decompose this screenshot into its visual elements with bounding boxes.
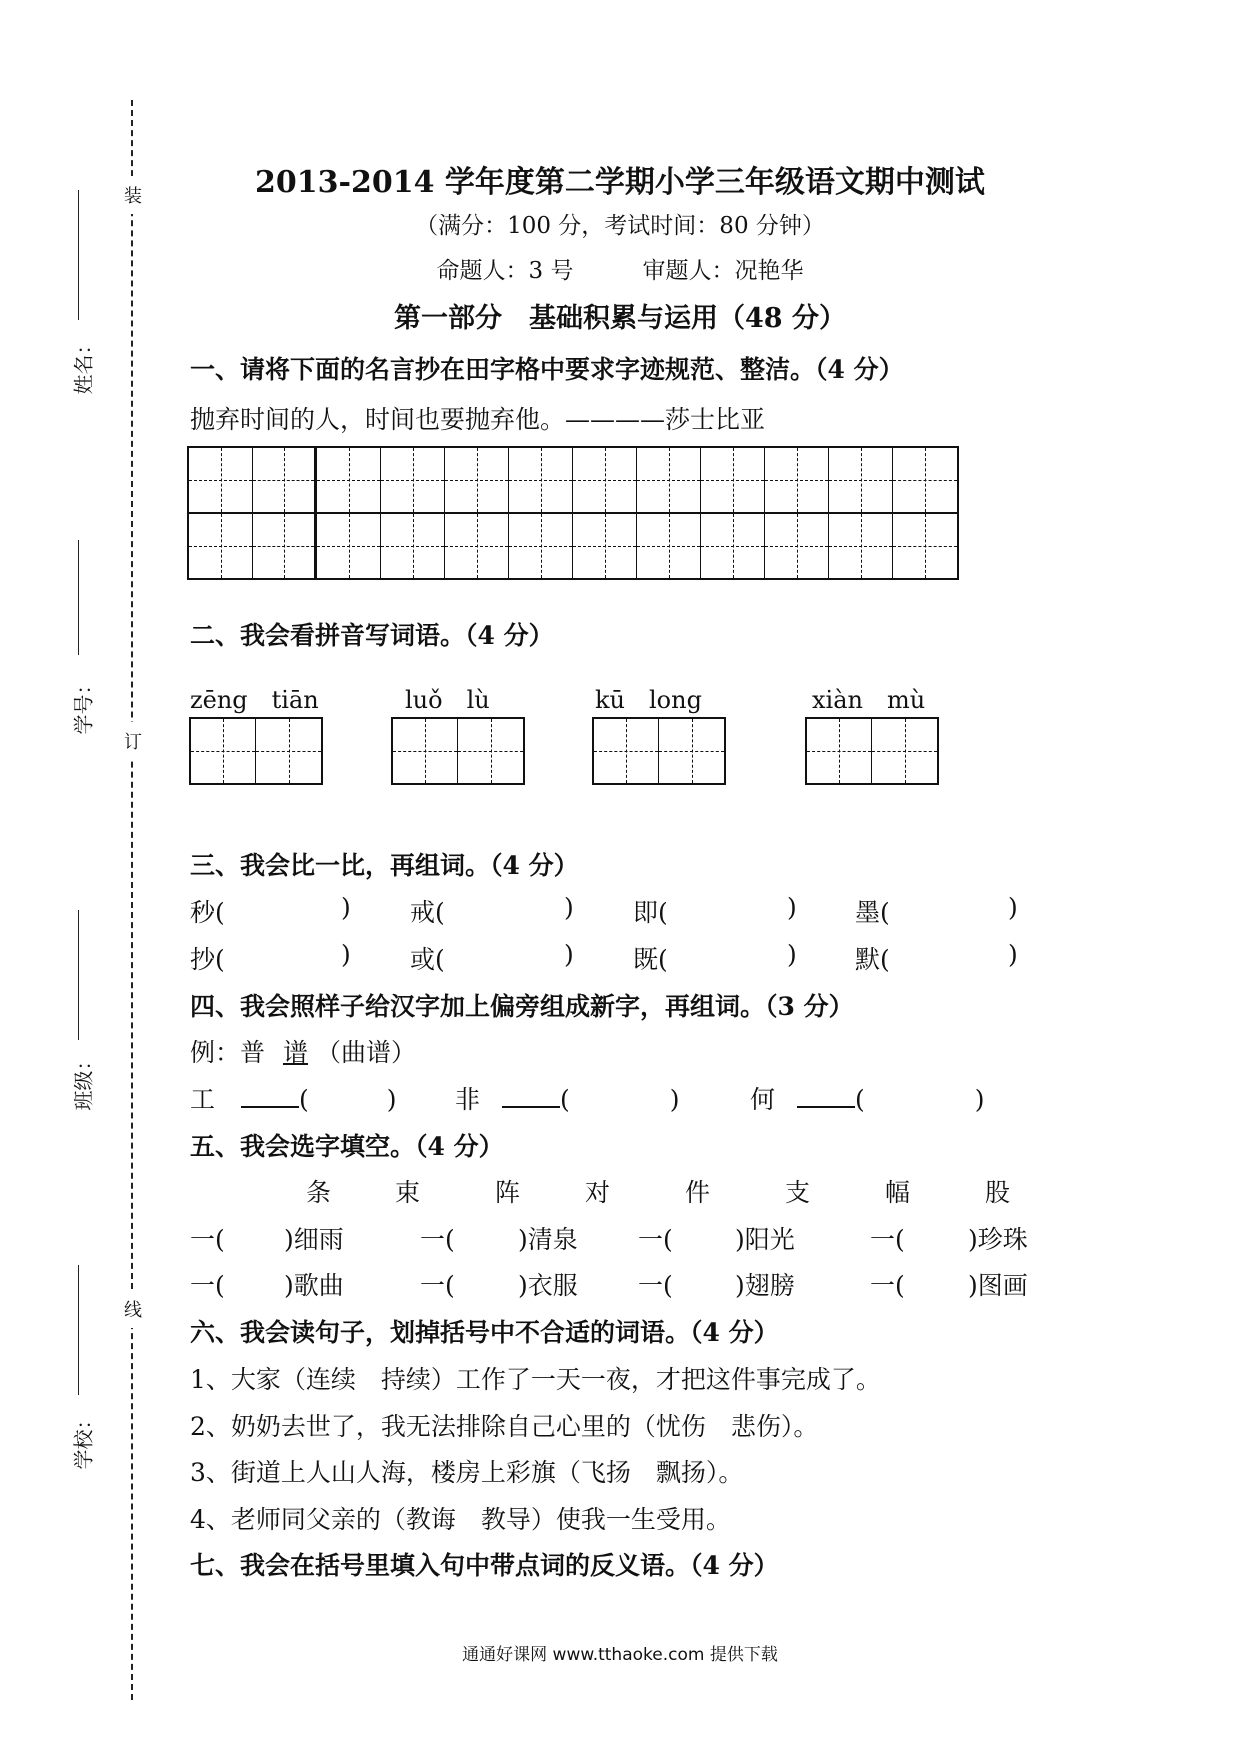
- binding-dashed-line: [131, 100, 133, 1700]
- q5-choice: 条: [306, 1178, 332, 1207]
- q6-sentence-4[interactable]: 4、老师同父亲的（教诲 教导）使我一生受用。: [190, 1505, 731, 1534]
- q4-item-1: [190, 1080, 397, 1116]
- q1-grid-row-1: [189, 448, 957, 514]
- grid-cell[interactable]: [701, 514, 765, 578]
- q5-choice: 股: [985, 1178, 1011, 1207]
- q6-sentence-2[interactable]: 2、奶奶去世了，我无法排除自己心里的（忧伤 悲伤）。: [190, 1412, 819, 1441]
- grid-cell[interactable]: [893, 514, 957, 578]
- q4-heading: 四、我会照样子给汉字加上偏旁组成新字，再组词。（3 分）: [190, 992, 854, 1021]
- grid-cell[interactable]: [509, 514, 573, 578]
- q4-example: [190, 1033, 416, 1069]
- grid-cell[interactable]: [893, 448, 957, 512]
- exam-authors: 命题人：3 号 审题人：况艳华: [436, 258, 804, 284]
- grid-cell[interactable]: [189, 514, 253, 578]
- q4-paren-close: ): [386, 1085, 397, 1114]
- q4-answer-blank[interactable]: [797, 1084, 855, 1108]
- grid-cell[interactable]: [872, 719, 937, 783]
- q7-heading: 七、我会在括号里填入句中带点词的反义语。（4 分）: [190, 1551, 779, 1580]
- q2-pinyin-2: luǒ lù: [405, 686, 490, 714]
- grid-cell[interactable]: [317, 448, 381, 512]
- q5-r2-prefix-1: 一(: [190, 1271, 225, 1300]
- q5-choice: 支: [785, 1178, 811, 1207]
- grid-cell[interactable]: [256, 719, 321, 783]
- grid-cell[interactable]: [701, 448, 765, 512]
- q3-r1-close-4[interactable]: ): [1008, 893, 1018, 922]
- q6-sentence-1[interactable]: 1、大家（连续 持续）工作了一天一夜，才把这件事完成了。: [190, 1365, 881, 1394]
- grid-cell[interactable]: [381, 448, 445, 512]
- q2-answer-box-1[interactable]: [189, 717, 323, 785]
- q4-char: 何: [750, 1085, 776, 1114]
- exam-subtitle: （满分：100 分，考试时间：80 分钟）: [415, 213, 825, 239]
- q5-r2-suffix-4: )图画: [968, 1271, 1028, 1300]
- q5-r1-suffix-1: )细雨: [284, 1225, 344, 1254]
- q3-r1-close-3[interactable]: ): [787, 893, 797, 922]
- q3-r1-open-3: 即(: [633, 898, 668, 927]
- q4-item-2: [455, 1080, 680, 1116]
- grid-cell[interactable]: [317, 514, 381, 578]
- q3-r1-close-2[interactable]: ): [564, 893, 574, 922]
- q3-r2-close-2[interactable]: ): [564, 940, 574, 969]
- q3-r1-close-1[interactable]: ): [341, 893, 351, 922]
- q1-grid-row-2: [189, 514, 957, 578]
- q5-r2-suffix-3: )翅膀: [735, 1271, 795, 1300]
- q4-paren-close: ): [669, 1085, 680, 1114]
- student-id-field-label: 学号：: [71, 674, 96, 735]
- q3-r2-close-3[interactable]: ): [787, 940, 797, 969]
- part-heading: 第一部分 基础积累与运用（48 分）: [394, 303, 846, 334]
- q5-r1-suffix-3: )阳光: [735, 1225, 795, 1254]
- grid-cell[interactable]: [253, 514, 317, 578]
- q5-r1-suffix-4: )珍珠: [968, 1225, 1028, 1254]
- q4-answer-blank[interactable]: [502, 1084, 560, 1108]
- grid-cell[interactable]: [381, 514, 445, 578]
- q3-r2-close-1[interactable]: ): [341, 940, 351, 969]
- class-field-line: [78, 910, 79, 1040]
- bind-char-xian: 线: [124, 1290, 142, 1328]
- q2-answer-box-4[interactable]: [805, 717, 939, 785]
- q5-r1-prefix-1: 一(: [190, 1225, 225, 1254]
- q1-writing-grid[interactable]: [187, 446, 959, 580]
- q3-r2-close-4[interactable]: ): [1008, 940, 1018, 969]
- student-id-field-line: [78, 540, 79, 655]
- bind-char-zhuang: 装: [124, 176, 142, 214]
- q5-heading: 五、我会选字填空。（4 分）: [190, 1132, 504, 1161]
- q5-r2-prefix-3: 一(: [638, 1271, 673, 1300]
- grid-cell[interactable]: [393, 719, 458, 783]
- q1-quote: 抛弃时间的人，时间也要抛弃他。————莎士比亚: [190, 405, 766, 434]
- q4-item-3: [750, 1080, 985, 1116]
- q4-paren-close: ): [974, 1085, 985, 1114]
- grid-cell[interactable]: [765, 514, 829, 578]
- grid-cell[interactable]: [458, 719, 523, 783]
- q3-r1-open-2: 戒(: [410, 898, 445, 927]
- q2-pinyin-1: zēng tiān: [190, 686, 319, 714]
- grid-cell[interactable]: [445, 448, 509, 512]
- grid-cell[interactable]: [807, 719, 872, 783]
- q3-r1-open-4: 墨(: [855, 898, 890, 927]
- q5-choice: 对: [585, 1178, 611, 1207]
- q5-choice: 件: [685, 1178, 711, 1207]
- grid-cell[interactable]: [191, 719, 256, 783]
- q5-r1-suffix-2: )清泉: [518, 1225, 578, 1254]
- q5-r1-prefix-2: 一(: [420, 1225, 455, 1254]
- q5-r1-prefix-4: 一(: [870, 1225, 905, 1254]
- grid-cell[interactable]: [765, 448, 829, 512]
- q2-heading: 二、我会看拼音写词语。（4 分）: [190, 621, 554, 650]
- name-field-label: 姓名：: [71, 334, 96, 395]
- q4-example-word: 谱: [282, 1038, 308, 1067]
- q5-r2-suffix-2: )衣服: [518, 1271, 578, 1300]
- class-field-label: 班级：: [71, 1050, 96, 1111]
- grid-cell[interactable]: [829, 448, 893, 512]
- q4-paren-open: (: [854, 1085, 865, 1114]
- grid-cell[interactable]: [637, 448, 701, 512]
- q4-paren-open: (: [298, 1085, 309, 1114]
- q3-r1-open-1: 秒(: [190, 898, 225, 927]
- q4-example-suffix: （曲谱）: [315, 1038, 416, 1067]
- q5-choice: 幅: [885, 1178, 911, 1207]
- q3-heading: 三、我会比一比，再组词。（4 分）: [190, 851, 579, 880]
- grid-cell[interactable]: [829, 514, 893, 578]
- exam-title: 2013-2014 学年度第二学期小学三年级语文期中测试: [255, 165, 985, 200]
- grid-cell[interactable]: [573, 514, 637, 578]
- q4-char: 非: [455, 1085, 481, 1114]
- grid-cell[interactable]: [189, 448, 253, 512]
- q2-answer-box-2[interactable]: [391, 717, 525, 785]
- q2-answer-box-3[interactable]: [592, 717, 726, 785]
- q5-choice: 阵: [495, 1178, 521, 1207]
- q5-r2-prefix-4: 一(: [870, 1271, 905, 1300]
- q4-paren-open: (: [559, 1085, 570, 1114]
- q2-pinyin-3: kū long: [595, 686, 702, 714]
- q3-r2-open-1: 抄(: [190, 945, 225, 974]
- q1-heading: 一、请将下面的名言抄在田字格中要求字迹规范、整洁。（4 分）: [190, 355, 904, 384]
- q3-r2-open-3: 既(: [633, 945, 668, 974]
- q5-r2-prefix-2: 一(: [420, 1271, 455, 1300]
- q3-r2-open-2: 或(: [410, 945, 445, 974]
- q6-heading: 六、我会读句子，划掉括号中不合适的词语。（4 分）: [190, 1318, 779, 1347]
- school-field-label: 学校：: [71, 1409, 96, 1470]
- grid-cell[interactable]: [637, 514, 701, 578]
- q6-sentence-3[interactable]: 3、街道上人山人海，楼房上彩旗（飞扬 飘扬）。: [190, 1458, 744, 1487]
- q4-answer-blank[interactable]: [241, 1084, 299, 1108]
- grid-cell[interactable]: [253, 448, 317, 512]
- q4-char: 工: [190, 1085, 216, 1114]
- grid-cell[interactable]: [573, 448, 637, 512]
- bind-char-ding: 订: [124, 722, 142, 760]
- q3-r2-open-4: 默(: [855, 945, 890, 974]
- q5-r1-prefix-3: 一(: [638, 1225, 673, 1254]
- q4-example-prefix: 例：普: [190, 1038, 266, 1067]
- q5-r2-suffix-1: )歌曲: [284, 1271, 344, 1300]
- grid-cell[interactable]: [509, 448, 573, 512]
- q2-pinyin-4: xiàn mù: [812, 686, 926, 714]
- q5-choice: 束: [395, 1178, 421, 1207]
- grid-cell[interactable]: [659, 719, 724, 783]
- school-field-line: [78, 1265, 79, 1395]
- grid-cell[interactable]: [445, 514, 509, 578]
- page-footer: 通通好课网 www.tthaoke.com 提供下载: [462, 1645, 778, 1665]
- grid-cell[interactable]: [594, 719, 659, 783]
